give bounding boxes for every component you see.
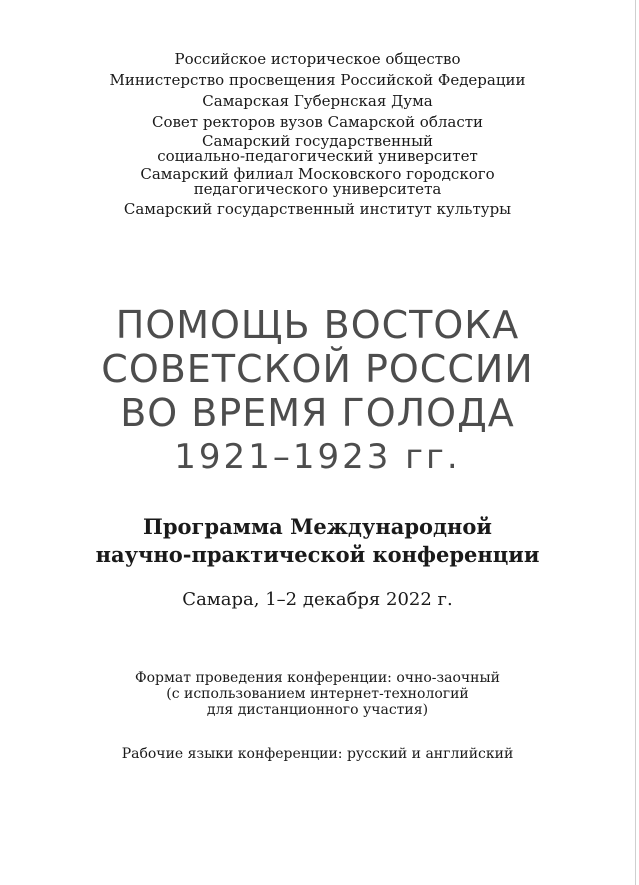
format-line-1: Формат проведения конференции: очно-заочный xyxy=(135,670,500,686)
format-line-3: для дистанционного участия) xyxy=(206,702,429,718)
organizer-item xyxy=(0,92,635,110)
working-languages: Рабочие языки конференции: русский и английский xyxy=(121,746,514,762)
format-line-2: (с использованием интернет-технологий xyxy=(166,686,469,702)
organizer-line: Самарский филиал Московского городского xyxy=(140,165,495,183)
organizer-item xyxy=(0,134,635,164)
subtitle-line-1: Программа Международной xyxy=(143,514,492,539)
organizer-item xyxy=(0,50,635,68)
title-years: 1921–1923 гг. xyxy=(174,437,461,477)
document-subtitle xyxy=(0,513,635,569)
organizer-line: педагогического университета xyxy=(193,180,442,198)
organizer-item xyxy=(0,113,635,131)
organizer-line: Самарский государственный институт культуры xyxy=(123,200,512,218)
subtitle-line-2: научно-практической конференции xyxy=(95,542,540,567)
organizers-list xyxy=(0,50,635,221)
organizer-line: Самарский государственный xyxy=(201,132,434,150)
place-date: Самара, 1–2 декабря 2022 г. xyxy=(182,589,453,610)
title-line-1: ПОМОЩЬ ВОСТОКА xyxy=(115,303,520,347)
organizer-item xyxy=(0,71,635,89)
title-line-2: СОВЕТСКОЙ РОССИИ xyxy=(101,347,534,391)
organizer-line: Российское историческое общество xyxy=(174,50,461,68)
document-title xyxy=(0,303,635,479)
organizer-line: Самарская Губернская Дума xyxy=(202,92,433,110)
organizer-line: Министерство просвещения Российской Федерации xyxy=(109,71,526,89)
organizer-item xyxy=(0,167,635,197)
conference-format xyxy=(0,670,635,718)
organizer-item xyxy=(0,200,635,218)
title-line-3: ВО ВРЕМЯ ГОЛОДА xyxy=(120,391,515,435)
organizer-line: Совет ректоров вузов Самарской области xyxy=(151,113,484,131)
organizer-line: социально-педагогический университет xyxy=(157,147,478,165)
